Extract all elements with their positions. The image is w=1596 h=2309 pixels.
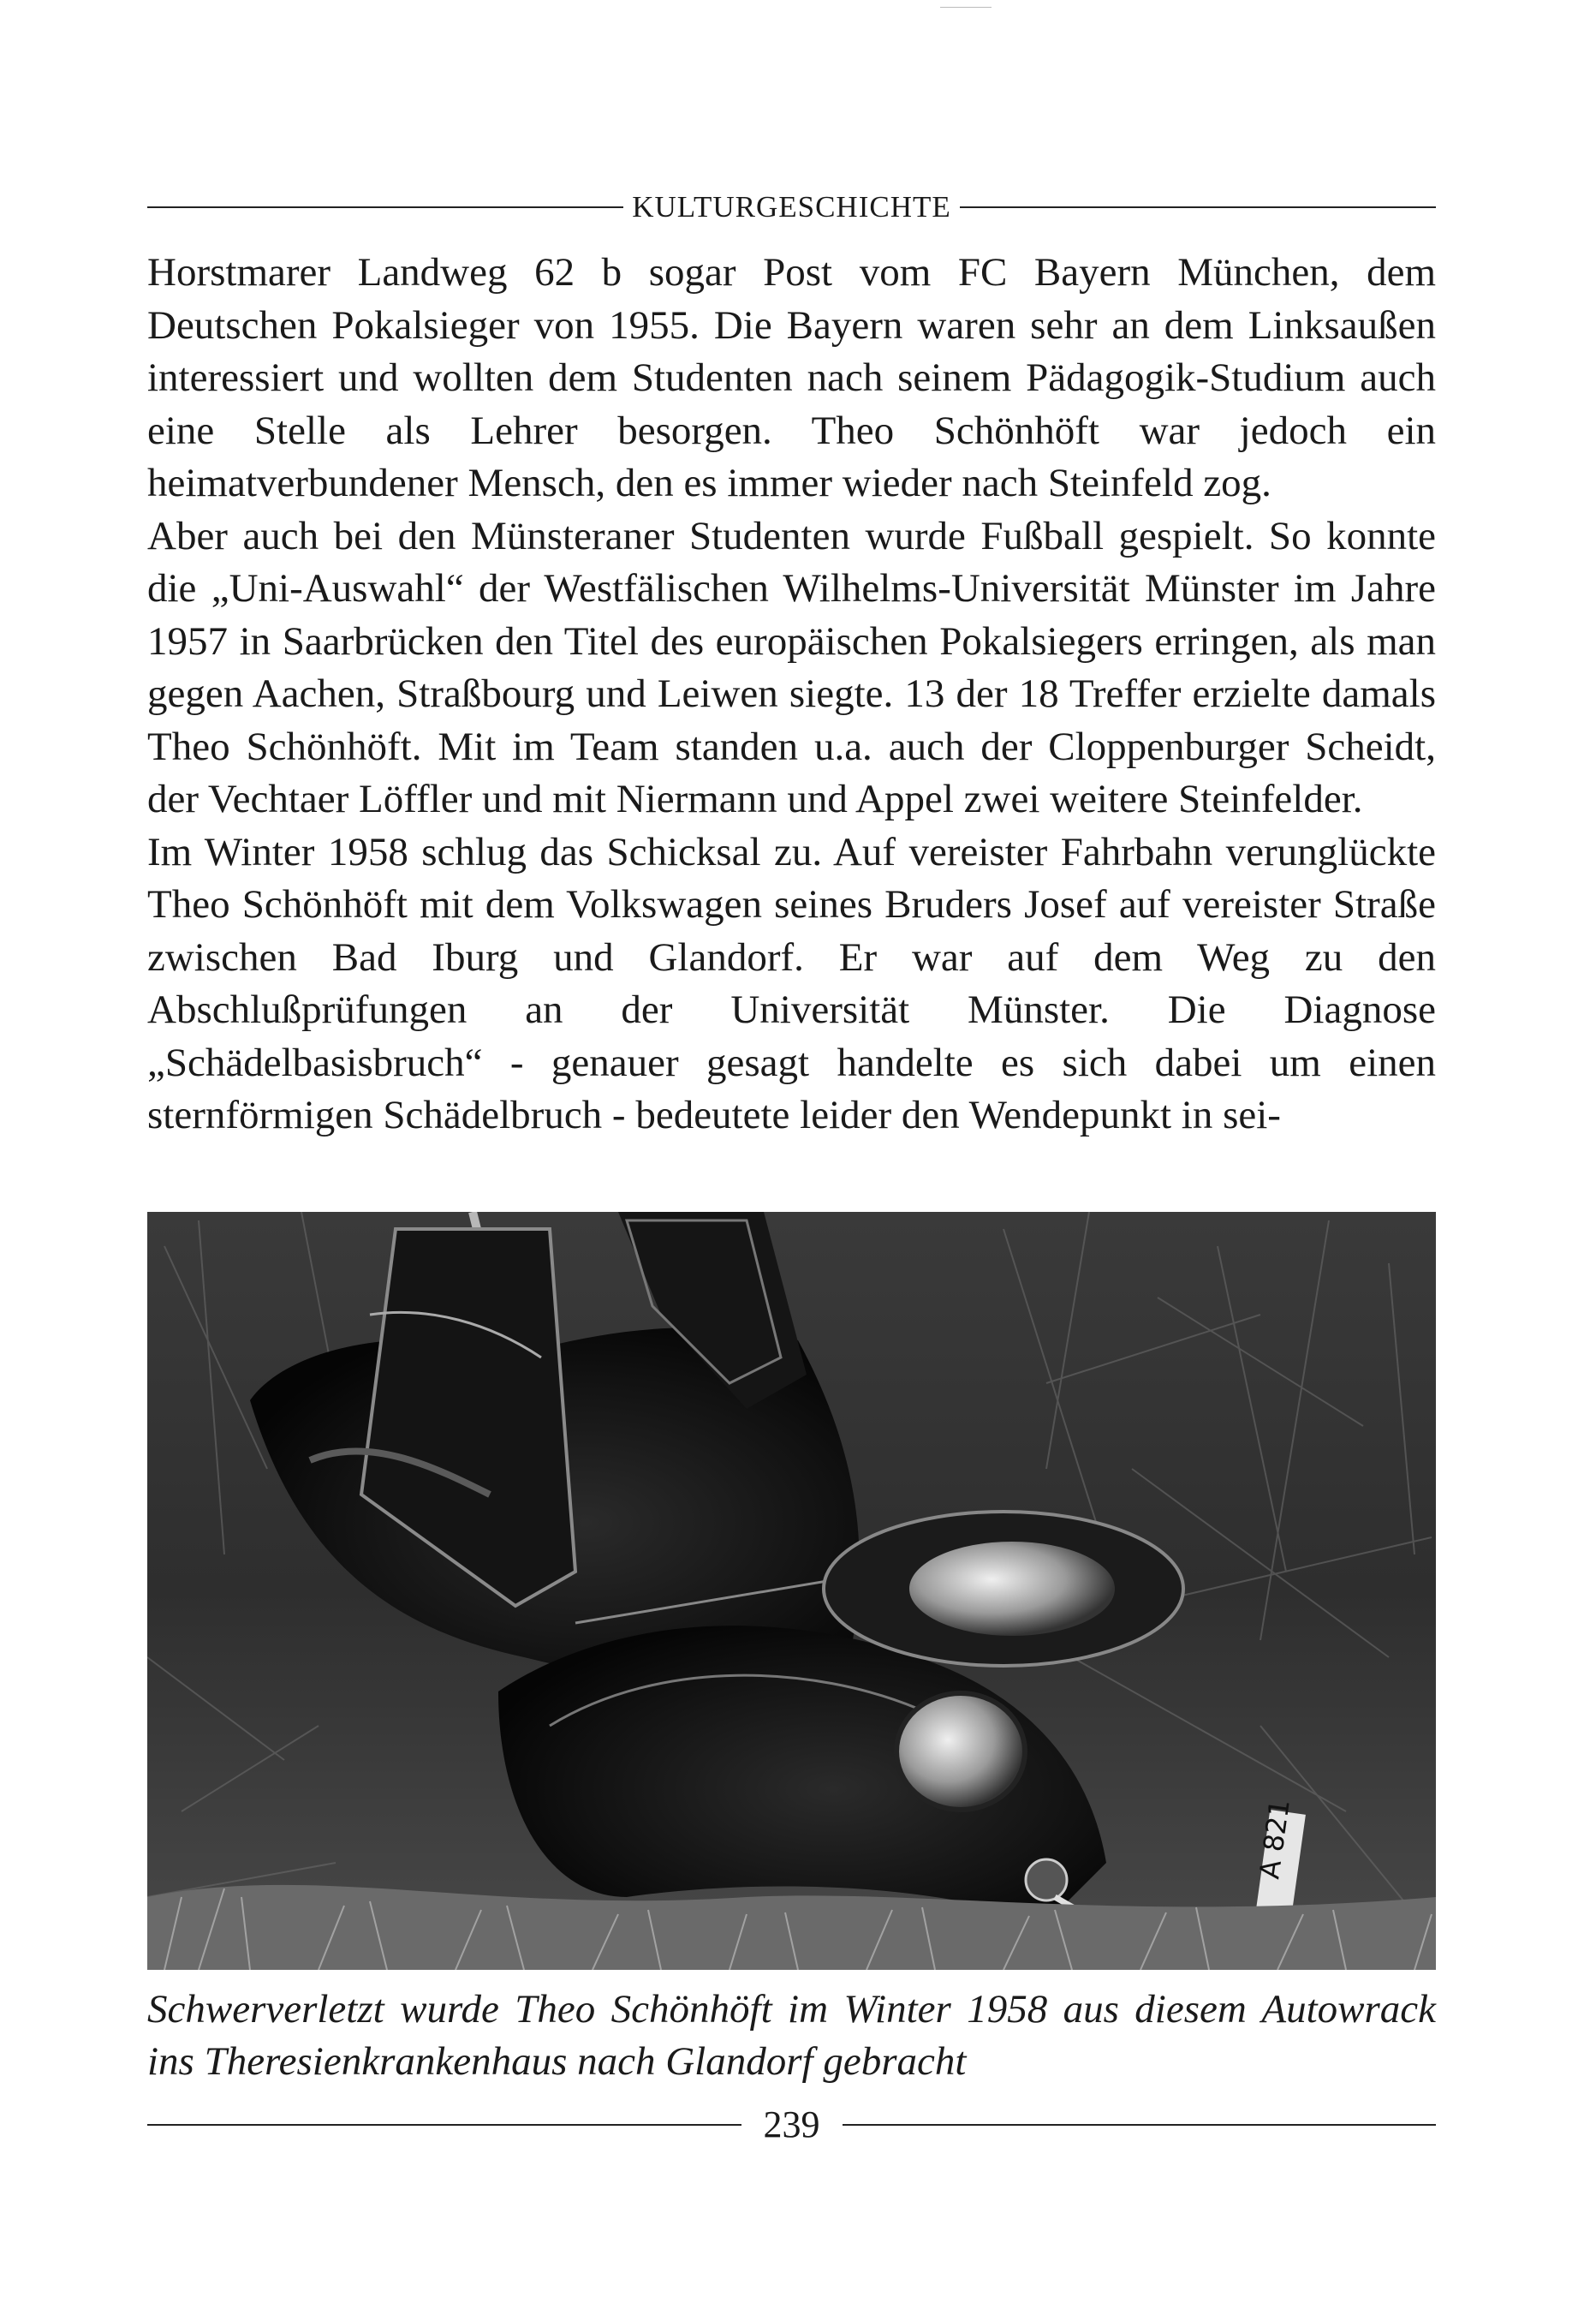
car-wreck-illustration [147, 1212, 1436, 1970]
license-plate: A 821 [1253, 1797, 1296, 1882]
running-head [147, 190, 1436, 224]
paragraph: Aber auch bei den Münsteraner Studenten wurde Fußball gespielt. So konnte die „Uni-Auswahl“ der Westfälischen Wilhelms-Universität Münster im Jahre 1957 in Saarbrücken den Titel des europäischen Pokalsiegers erringen, als man gegen Aachen, Straßbourg und Leiwen siegte. 13 der 18 Treffer erzielte damals Theo Schönhöft. Mit im Team standen u.a. auch der Cloppenburger Scheidt, der Vechtaer Löffler und mit Niermann und Appel zwei weitere Steinfelder. [147, 513, 1436, 821]
footer-rule-left [147, 2124, 741, 2126]
header-rule-left [147, 206, 623, 208]
page-number: 239 [763, 2103, 820, 2145]
running-head-title: KULTURGESCHICHTE [632, 190, 951, 224]
scan-mark [940, 7, 992, 8]
paragraph: Horstmarer Landweg 62 b sogar Post vom FC Bayern München, dem Deutschen Pokalsieger von 1955. Die Bayern waren sehr an dem Linksaußen interessiert und wollten dem Studenten nach seinem Pädagogik-Studium auch eine Stelle als Lehrer besorgen. Theo Schönhöft war jedoch ein heimatverbundener Mensch, den es immer wieder nach Steinfeld zog. [147, 250, 1436, 505]
body-text [147, 247, 1436, 1143]
footer-rule-right [843, 2124, 1437, 2126]
photo-caption: Schwerverletzt wurde Theo Schönhöft im Winter 1958 aus diesem Autowrack ins Theresienkrankenhaus nach Glandorf gebracht [147, 1987, 1436, 2084]
header-rule-right [960, 206, 1436, 208]
page-footer [147, 2103, 1436, 2146]
paragraph: Im Winter 1958 schlug das Schicksal zu. Auf vereister Fahrbahn verunglückte Theo Schönhöft mit dem Volkswagen seines Bruders Josef auf vereister Straße zwischen Bad Iburg und Glandorf. Er war auf dem Weg zu den Abschlußprüfungen an der Universität Münster. Die Diagnose „Schädelbasisbruch“ - genauer gesagt handelte es sich dabei um einen sternförmigen Schädelbruch - bedeutete leider den Wendepunkt in sei- [147, 829, 1436, 1137]
car-wreck-photo [147, 1212, 1436, 1970]
